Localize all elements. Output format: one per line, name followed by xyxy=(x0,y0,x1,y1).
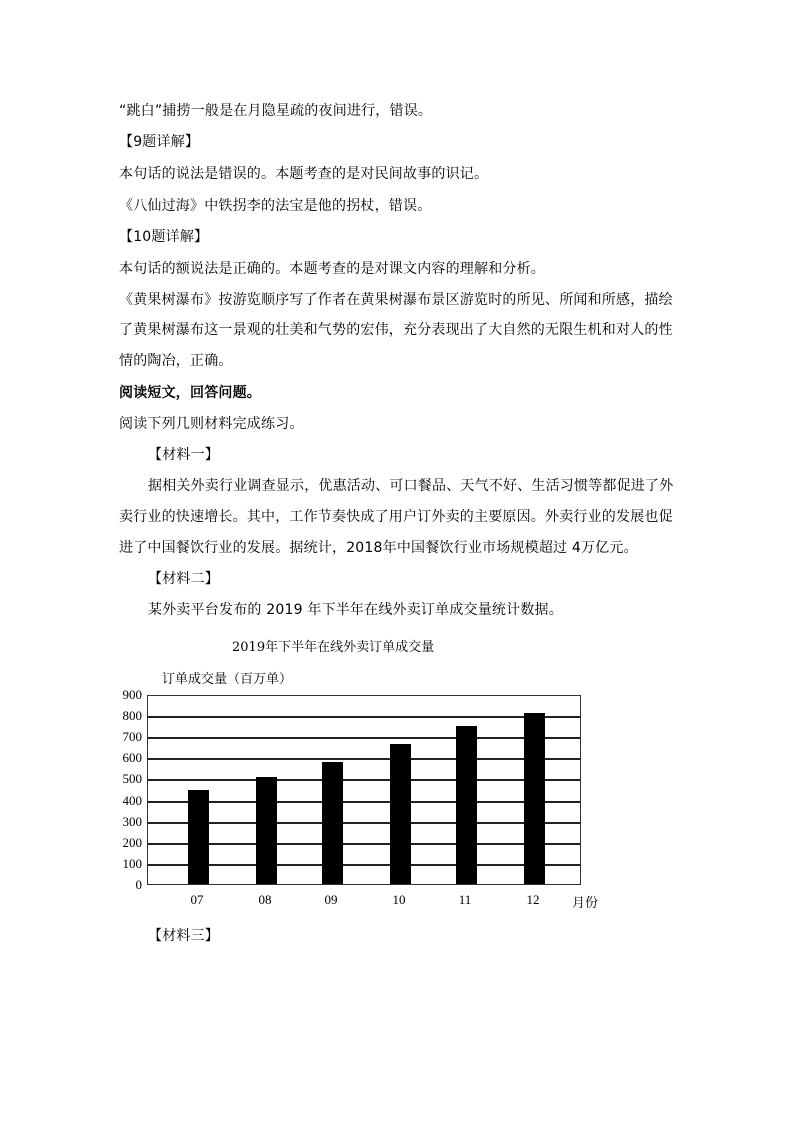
chart-bar-11 xyxy=(456,726,477,884)
chart-y-tick-label: 800 xyxy=(122,708,142,724)
chart-x-tick-label: 12 xyxy=(526,892,540,907)
chart-bar-09 xyxy=(322,762,343,884)
chart-plot-area xyxy=(147,695,581,885)
chart-gridline xyxy=(148,801,580,803)
chart-x-tick-label: 11 xyxy=(458,892,472,907)
chart-title: 2019年下半年在线外卖订单成交量 xyxy=(232,640,435,655)
chart-y-axis-label: 订单成交量（百万单） xyxy=(162,672,293,687)
paragraph-tiaobai-conclusion: “跳白”捕捞一般是在月隐星疏的夜间进行，错误。 xyxy=(119,103,433,119)
paragraph-q10-detail-line3: 情的陶冶，正确。 xyxy=(119,353,233,369)
section-title-reading: 阅读短文，回答问题。 xyxy=(119,385,261,401)
chart-y-tick-label: 600 xyxy=(122,750,142,766)
chart-x-tick-label: 10 xyxy=(392,892,406,907)
chart-y-tick-label: 300 xyxy=(122,813,142,829)
paragraph-material-1-line1: 据相关外卖行业调查显示，优惠活动、可口餐品、天气不好、生活习惯等都促进了外 xyxy=(148,478,674,494)
paragraph-q9-detail: 《八仙过海》中铁拐李的法宝是他的拐杖，错误。 xyxy=(119,198,432,214)
paragraph-instructions: 阅读下列几则材料完成练习。 xyxy=(119,416,304,432)
chart-y-tick-label: 200 xyxy=(122,834,142,850)
paragraph-material-1-line3: 进了中国餐饮行业的发展。据统计，2018年中国餐饮行业市场规模超过 4万亿元。 xyxy=(119,540,638,556)
chart-gridline xyxy=(148,716,580,718)
chart-bar-10 xyxy=(390,744,411,884)
chart-gridline xyxy=(148,758,580,760)
heading-q9-explanation: 【9题详解】 xyxy=(119,134,200,150)
chart-x-tick-label: 07 xyxy=(190,892,204,907)
chart-y-tick-label: 700 xyxy=(122,729,142,745)
chart-x-tick-label: 09 xyxy=(324,892,338,907)
heading-material-3: 【材料三】 xyxy=(148,928,219,944)
heading-material-2: 【材料二】 xyxy=(148,571,219,587)
chart-y-tick-label: 100 xyxy=(122,855,142,871)
chart-y-tick-label: 0 xyxy=(135,877,142,892)
chart-bar-12 xyxy=(524,713,545,884)
chart-bar-07 xyxy=(188,790,209,884)
chart-gridline xyxy=(148,864,580,866)
chart-y-tick-label: 400 xyxy=(122,792,142,808)
chart-bar-08 xyxy=(256,777,277,884)
paragraph-q9-statement: 本句话的说法是错误的。本题考查的是对民间故事的识记。 xyxy=(119,166,489,182)
paragraph-material-2: 某外卖平台发布的 2019 年下半年在线外卖订单成交量统计数据。 xyxy=(148,602,563,618)
paragraph-q10-detail-line1: 《黄果树瀑布》按游览顺序写了作者在黄果树瀑布景区游览时的所见、所闻和所感，描绘 xyxy=(119,292,673,308)
chart-gridline xyxy=(148,737,580,739)
paragraph-q10-detail-line2: 了黄果树瀑布这一景观的壮美和气势的宏伟，充分表现出了大自然的无限生机和对人的性 xyxy=(119,322,673,338)
chart-gridline xyxy=(148,779,580,781)
paragraph-material-1-line2: 卖行业的快速增长。其中，工作节奏快成了用户订外卖的主要原因。外卖行业的发展也促 xyxy=(119,509,673,525)
chart-x-tick-label: 08 xyxy=(258,892,272,907)
heading-q10-explanation: 【10题详解】 xyxy=(119,229,209,245)
chart-y-tick-label: 500 xyxy=(122,771,142,787)
chart-gridline xyxy=(148,843,580,845)
heading-material-1: 【材料一】 xyxy=(148,447,219,463)
chart-gridline xyxy=(148,822,580,824)
chart-x-axis-label: 月份 xyxy=(572,896,599,911)
paragraph-q10-statement: 本句话的额说法是正确的。本题考查的是对课文内容的理解和分析。 xyxy=(119,261,545,277)
chart-y-tick-label: 900 xyxy=(122,687,142,702)
